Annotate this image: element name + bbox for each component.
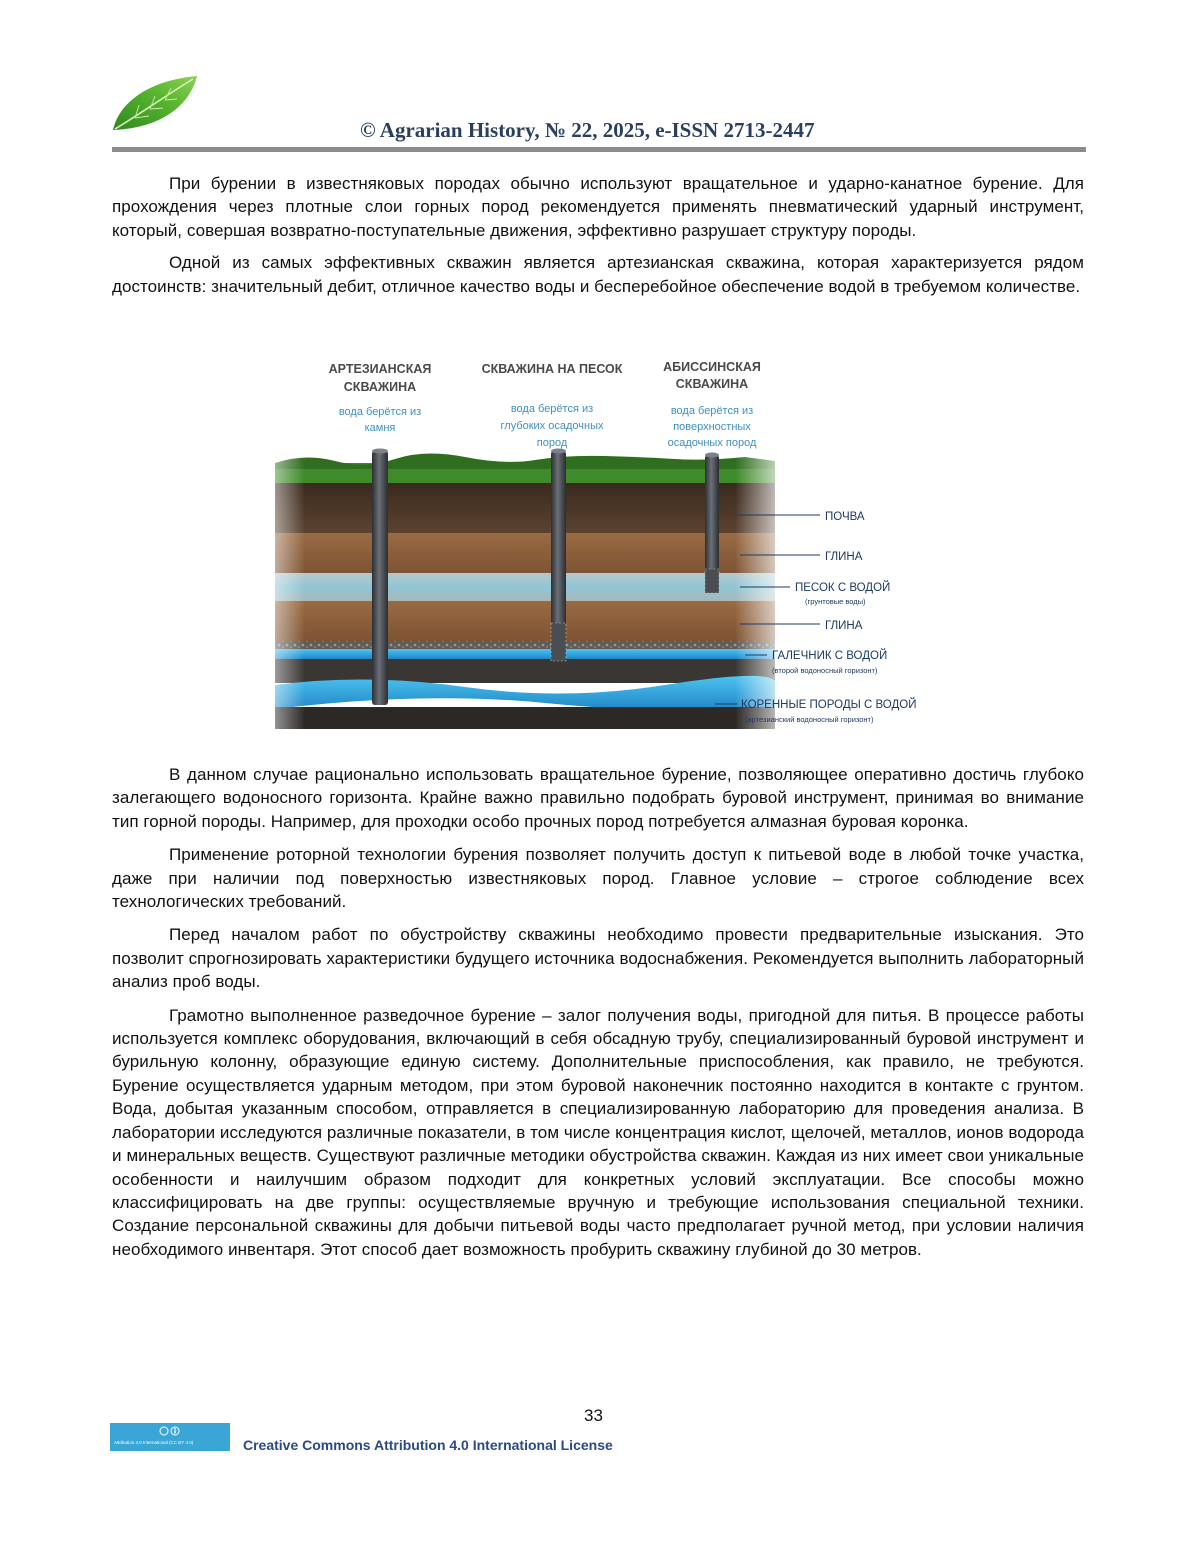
paragraph-6: Грамотно выполненное разведочное бурение – залог получения воды, пригодной для питья. В процессе работы используется комплекс оборудования, включающий в себя обсадную трубу, специализированный буровой инструмент и бурильную колонну, образующие единую систему. Дополнительные приспособления, как правило, не требуются. Бурение осуществляется ударным методом, при этом буровой наконечник постоянно находится в контакте с грунтом. Вода, добытая указанным способом, отправляется в специализированную лабораторию для проведения анализа. В лаборатории исследуются различные показатели, в том числе концентрация кислот, щелочей, металлов, ионов водорода и минеральных веществ. Существуют различные методики обустройства скважин. Каждая из них имеет свои уникальные особенности и наилучшим образом подходит для конкретных условий эксплуатации. Все способы можно классифицировать на две группы: осуществляемые вручную и требующие использования специальной техники. Создание персональной скважины для добычи питьевой воды часто предполагает ручной метод, при условии наличия необходимого инвентаря. Этот способ дает возможность пробурить скважину глубиной до 30 метров. xyxy=(112,1005,1084,1259)
layer-label-soil: ПОЧВА xyxy=(825,511,865,523)
cc-badge-text: Attribution 4.0 International (CC BY 4.0) xyxy=(114,1440,194,1445)
header-divider xyxy=(112,147,1086,152)
text-block-bottom xyxy=(112,763,1084,1261)
bedrock-upper xyxy=(275,659,775,683)
well-3-title-1: АБИССИНСКАЯ xyxy=(663,360,761,374)
paragraph-2: Одной из самых эффективных скважин является артезианская скважина, которая характеризуется рядом достоинств: значительный дебит, отличное качество воды и бесперебойное обеспечение водой в требуемом количестве. xyxy=(112,253,1084,296)
wells-diagram xyxy=(245,355,955,747)
sand-water-layer xyxy=(275,573,775,601)
well-2-desc-3: пород xyxy=(536,437,568,449)
cc-license-badge[interactable] xyxy=(110,1423,230,1451)
well-3-desc-2: поверхностных xyxy=(673,421,751,433)
artesian-well-pipe xyxy=(372,449,388,706)
layer-sublabel-bedrock-water: (артезианский водоносный горизонт) xyxy=(745,715,874,724)
soil-layer xyxy=(275,483,775,533)
well-1-desc-1: вода берётся из xyxy=(338,406,422,418)
paragraph-1: При бурении в известняковых породах обычно используют вращательное и ударно-канатное бурение. Для прохождения через плотные слои горных пород рекомендуется применять пневматический ударный инструмент, который, совершая возвратно-поступательные движения, эффективно разрушает структуру породы. xyxy=(112,174,1084,240)
paragraph-3: В данном случае рационально использовать вращательное бурение, позволяющее оперативно достичь глубоко залегающего водоносного горизонта. Крайне важно правильно подобрать буровой инструмент, принимая во внимание тип горной породы. Например, для проходки особо прочных пород потребуется алмазная буровая коронка. xyxy=(112,765,1084,831)
well-1-desc-2: камня xyxy=(364,422,396,434)
well-2-title-1: СКВАЖИНА НА ПЕСОК xyxy=(481,362,623,376)
layer-label-clay-1: ГЛИНА xyxy=(825,551,863,563)
abyssinian-well-pipe xyxy=(705,453,719,594)
clay-layer-1 xyxy=(275,533,775,573)
bedrock-lower xyxy=(275,707,775,729)
layer-label-gravel-water: ГАЛЕЧНИК С ВОДОЙ xyxy=(772,650,888,662)
well-3-desc-3: осадочных пород xyxy=(667,437,757,449)
layer-label-bedrock-water: КОРЕННЫЕ ПОРОДЫ С ВОДОЙ xyxy=(741,699,917,711)
layer-sublabel-sand-water: (грунтовые воды) xyxy=(805,597,866,606)
layer-sublabel-gravel-water: (второй водоносный горизонт) xyxy=(772,666,878,675)
sand-well-pipe xyxy=(551,449,566,662)
text-block-top xyxy=(112,172,1084,298)
paragraph-4: Применение роторной технологии бурения позволяет получить доступ к питьевой воде в любой точке участка, даже при наличии под поверхностью известняковых пород. Главное условие – строгое соблюдение всех технологических требований. xyxy=(112,845,1084,912)
layer-label-clay-2: ГЛИНА xyxy=(825,620,863,632)
well-1-title-2: СКВАЖИНА xyxy=(343,380,417,394)
well-3-title-2: СКВАЖИНА xyxy=(675,377,749,391)
well-3-desc-1: вода берётся из xyxy=(670,405,754,417)
gravel-water-band xyxy=(275,649,775,659)
well-2-desc-2: глубоких осадочных xyxy=(500,420,604,432)
page-number: 33 xyxy=(584,1406,603,1425)
journal-title: © Agrarian History, № 22, 2025, e-ISSN 2713-2447 xyxy=(360,118,815,142)
cc-license-link[interactable]: Creative Commons Attribution 4.0 International License xyxy=(243,1437,613,1453)
layer-label-sand-water: ПЕСОК С ВОДОЙ xyxy=(795,582,891,594)
leaf-icon xyxy=(105,72,205,136)
paragraph-5: Перед началом работ по обустройству скважины необходимо провести предварительные изыскания. Это позволит спрогнозировать характеристики будущего источника водоснабжения. Рекомендуется выполнить лабораторный анализ проб воды. xyxy=(112,925,1084,992)
clay-layer-2 xyxy=(275,601,775,641)
well-2-desc-1: вода берётся из xyxy=(510,403,594,415)
cc-by-icon xyxy=(158,1426,182,1436)
well-1-title-1: АРТЕЗИАНСКАЯ xyxy=(328,362,432,376)
